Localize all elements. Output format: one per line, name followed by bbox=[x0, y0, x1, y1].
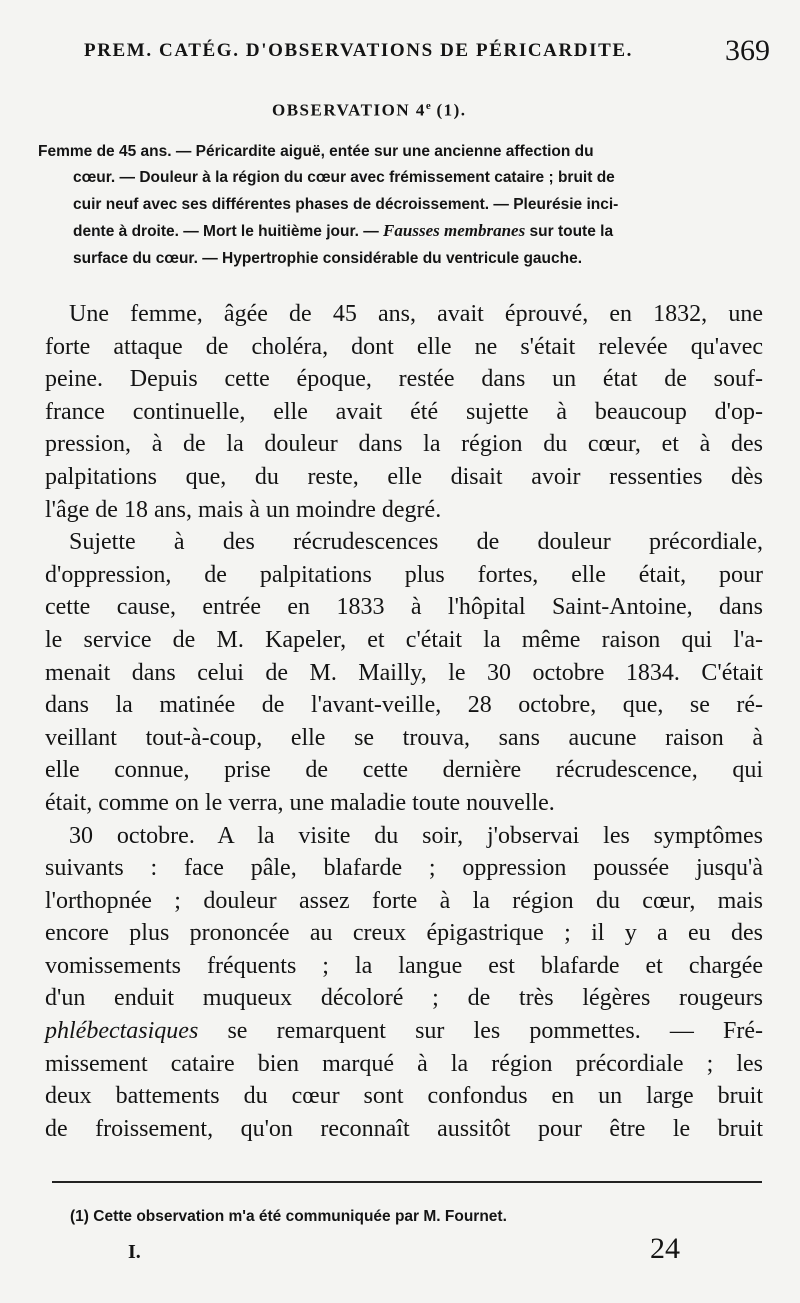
summary-line: cuir neuf avec ses différentes phases de décroissement. — Pleurésie inci- bbox=[73, 195, 619, 213]
text-line-rest: se remarquent sur les pommettes. — Fré- bbox=[227, 1018, 764, 1045]
text-line: forte attaque de choléra, dont elle ne s'était relevée qu'avec bbox=[45, 333, 763, 360]
italic-term: phlébectasiques bbox=[45, 1018, 199, 1045]
text-line: d'un enduit muqueux décoloré ; de très légères rougeurs bbox=[45, 985, 763, 1012]
text-line: deux battements du cœur sont confondus en un large bruit bbox=[45, 1083, 763, 1110]
text-line: dans la matinée de l'avant-veille, 28 octobre, que, se ré- bbox=[45, 692, 763, 719]
text-line: palpitations que, du reste, elle disait avoir ressenties dès bbox=[45, 463, 763, 490]
summary-line-end: sur toute la bbox=[529, 223, 614, 241]
paragraph-1 bbox=[45, 298, 763, 526]
text-line: cette cause, entrée en 1833 à l'hôpital Saint-Antoine, dans bbox=[45, 594, 763, 621]
summary-line: surface du cœur. — Hypertrophie considérable du ventricule gauche. bbox=[73, 249, 583, 267]
text-line: de froissement, qu'on reconnaît aussitôt pour être le bruit bbox=[45, 1115, 763, 1142]
footnote-divider bbox=[52, 1181, 762, 1183]
signature-mark: I. bbox=[128, 1241, 141, 1263]
page-number: 369 bbox=[725, 34, 770, 67]
observation-title bbox=[272, 100, 467, 121]
observation-title-superscript: e bbox=[425, 100, 431, 112]
paragraph-3 bbox=[45, 820, 763, 1146]
text-line: était, comme on le verra, une maladie toute nouvelle. bbox=[45, 789, 555, 816]
summary-line: Femme de 45 ans. — Péricardite aiguë, entée sur une ancienne affection du bbox=[38, 143, 594, 160]
summary-line-start: dente à droite. — Mort le huitième jour. — bbox=[73, 223, 379, 241]
text-line: Sujette à des récrudescences de douleur précordiale, bbox=[69, 529, 763, 556]
body-text bbox=[45, 298, 763, 1145]
text-line: missement cataire bien marqué à la région précordiale ; les bbox=[45, 1050, 763, 1077]
sheet-number: 24 bbox=[650, 1232, 680, 1265]
observation-footnote-ref: (1). bbox=[430, 100, 467, 120]
text-line: 30 octobre. A la visite du soir, j'observai les symptômes bbox=[69, 822, 763, 849]
text-line: elle connue, prise de cette dernière récrudescence, qui bbox=[45, 757, 763, 784]
text-line-with-italic bbox=[45, 1015, 763, 1048]
text-line: france continuelle, elle avait été sujette à beaucoup d'op- bbox=[45, 398, 763, 425]
text-line: pression, à de la douleur dans la région du cœur, et à des bbox=[45, 431, 763, 458]
text-line: d'oppression, de palpitations plus fortes, elle était, pour bbox=[45, 561, 763, 588]
text-line: le service de M. Kapeler, et c'était la même raison qui l'a- bbox=[45, 626, 763, 653]
summary-line: cœur. — Douleur à la région du cœur avec frémissement cataire ; bruit de bbox=[73, 169, 615, 187]
text-line: peine. Depuis cette époque, restée dans un état de souf- bbox=[45, 366, 763, 393]
text-line: suivants : face pâle, blafarde ; oppression poussée jusqu'à bbox=[45, 855, 763, 882]
running-title: PREM. CATÉG. D'OBSERVATIONS DE PÉRICARDITE. bbox=[84, 40, 634, 61]
text-line: Une femme, âgée de 45 ans, avait éprouvé, en 1832, une bbox=[69, 301, 763, 327]
text-line: encore plus prononcée au creux épigastrique ; il y a eu des bbox=[45, 920, 763, 947]
summary-italic-phrase: Fausses membranes bbox=[383, 221, 526, 241]
observation-title-text: OBSERVATION 4 bbox=[272, 100, 426, 120]
text-line: l'orthopnée ; douleur assez forte à la région du cœur, mais bbox=[45, 887, 763, 914]
text-line: menait dans celui de M. Mailly, le 30 octobre 1834. C'était bbox=[45, 659, 763, 686]
text-line: l'âge de 18 ans, mais à un moindre degré. bbox=[45, 496, 442, 523]
summary-line-with-italic bbox=[38, 218, 750, 245]
footnote: (1) Cette observation m'a été communiquée par M. Fournet. bbox=[70, 1208, 507, 1225]
text-line: veillant tout-à-coup, elle se trouva, sans aucune raison à bbox=[45, 724, 763, 751]
paragraph-2 bbox=[45, 526, 763, 819]
case-summary bbox=[38, 139, 750, 272]
text-line: vomissements fréquents ; la langue est blafarde et chargée bbox=[45, 952, 763, 979]
